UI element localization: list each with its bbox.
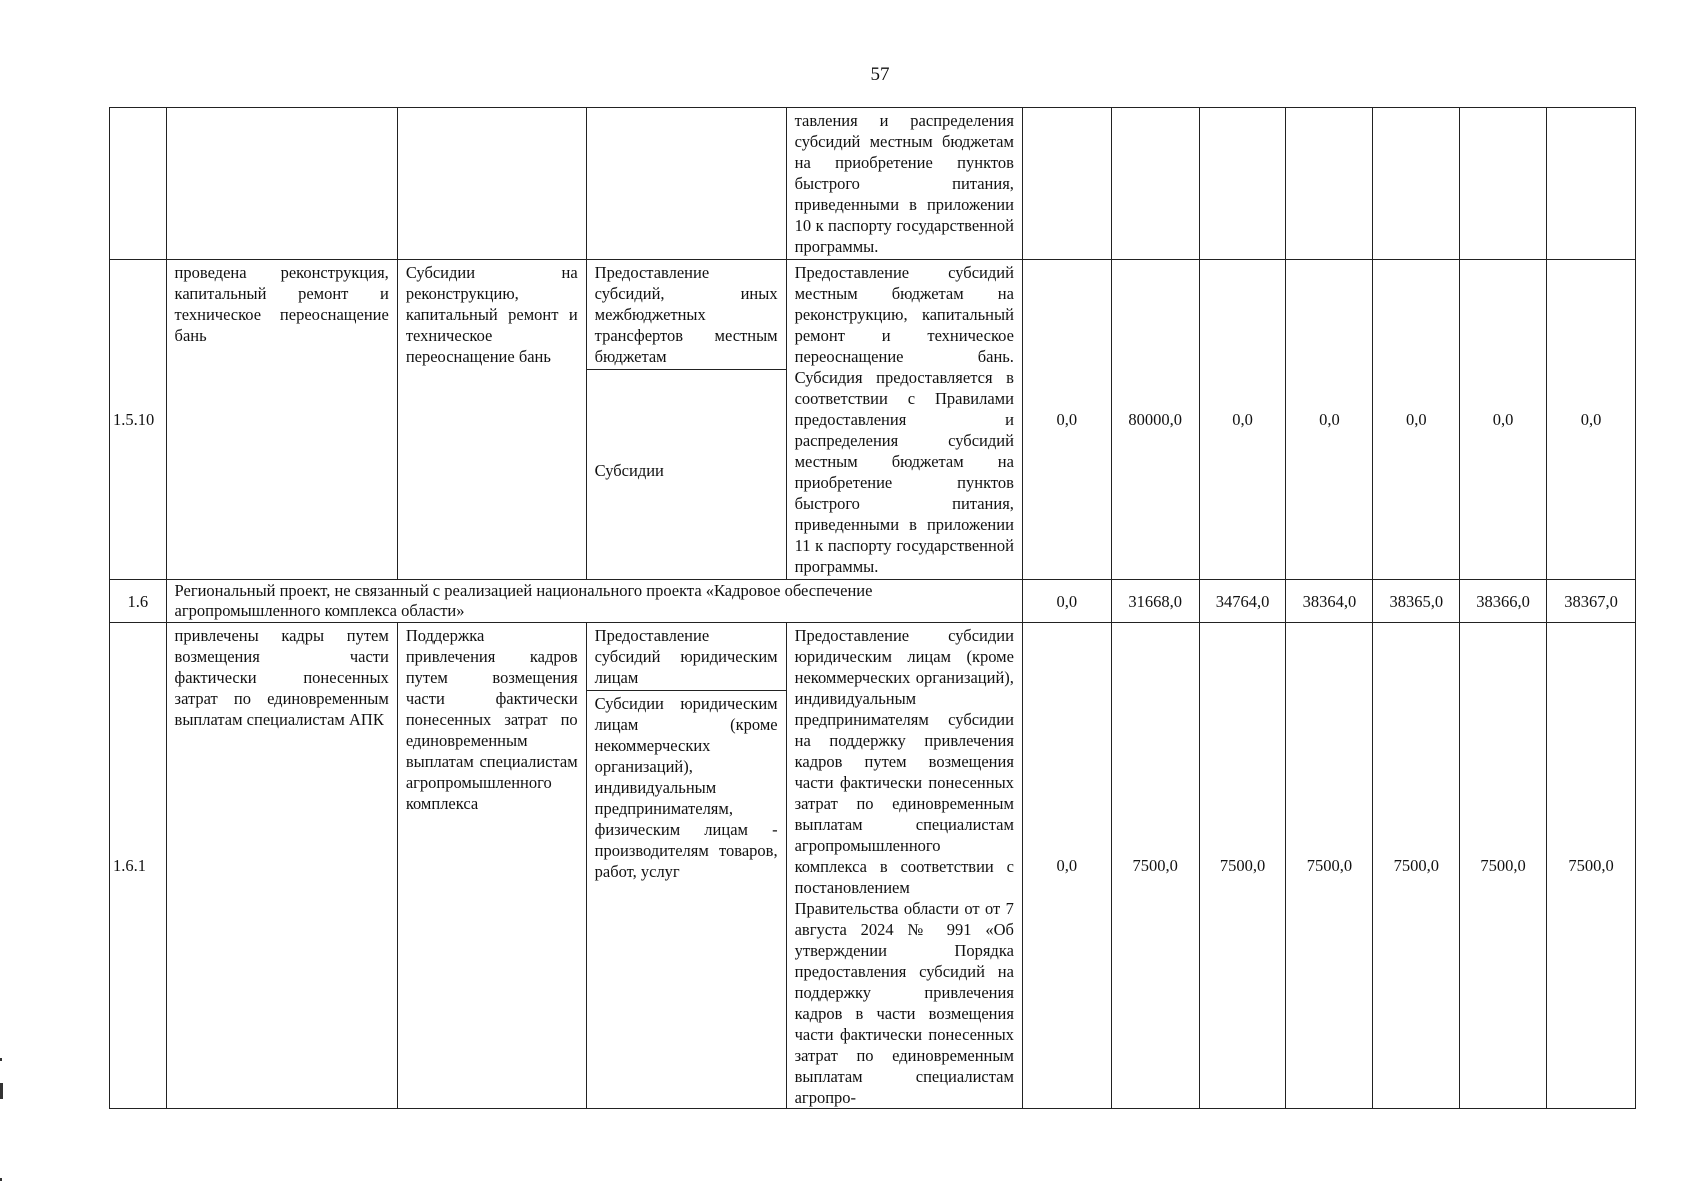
cell-project-title: Региональный проект, не связанный с реализацией национального проекта «Кадровое обеспечение агропромышленного комплекса области»	[166, 580, 1022, 623]
table-row-1-6	[110, 580, 1636, 623]
cell-value: 7500,0	[1199, 623, 1286, 1109]
cell-value	[1286, 108, 1373, 260]
cell-measure: Поддержка привлечения кадров путем возмещения части фактически понесенных затрат по единовременным выплатам специалистам агропромышленного комплекса	[397, 623, 586, 1109]
cell-value: 0,0	[1460, 260, 1547, 580]
cell-description: Предоставление субсидий местным бюджетам на реконструкцию, капитальный ремонт и техническое переоснащение бань. Субсидия предоставляется в соответствии с Правилами предоставления и распределения субсидий местным бюджетам на приобретение пунктов быстрого питания, приведенными в приложении 11 к паспорту государственной программы.	[786, 260, 1022, 580]
cell-value: 38367,0	[1547, 580, 1636, 623]
cell-value: 0,0	[1199, 260, 1286, 580]
cell-value: 7500,0	[1547, 623, 1636, 1109]
cell-value: 0,0	[1373, 260, 1460, 580]
cell-result: привлечены кадры путем возмещения части фактически понесенных затрат по единовременным выплатам специалистам АПК	[166, 623, 397, 1109]
cell-type	[586, 108, 786, 260]
table-row-1-5-10	[110, 260, 1636, 580]
type-top: Предоставление субсидий, иных межбюджетных трансфертов местным бюджетам	[587, 260, 786, 370]
cell-value: 7500,0	[1373, 623, 1460, 1109]
cell-value	[1373, 108, 1460, 260]
cell-description: тавления и распределения субсидий местным бюджетам на приобретение пунктов быстрого питания, приведенными в приложении 10 к паспорту государственной программы.	[786, 108, 1022, 260]
cell-value: 31668,0	[1111, 580, 1199, 623]
cell-description: Предоставление субсидии юридическим лицам (кроме некоммерческих организаций), индивидуальным предпринимателям субсидии на поддержку привлечения кадров путем возмещения части фактически понесенных затрат по единовременным выплатам специалистам агропромышленного комплекса в соответствии с постановлением Правительства области от от 7 августа 2024 № 991 «Об утверждении Порядка предоставления субсидий на поддержку привлечения кадров в части возмещения части фактически понесенных затрат по единовременным выплатам специалистам агропро-	[786, 623, 1022, 1109]
program-measures-table	[109, 107, 1636, 1109]
table-row-1-6-1	[110, 623, 1636, 1109]
cell-value	[1022, 108, 1111, 260]
cell-value: 34764,0	[1199, 580, 1286, 623]
cell-measure: Субсидии на реконструкцию, капитальный ремонт и техническое переоснащение бань	[397, 260, 586, 580]
cell-value	[1111, 108, 1199, 260]
table-row-continuation	[110, 108, 1636, 260]
cell-value: 0,0	[1547, 260, 1636, 580]
cell-value	[1199, 108, 1286, 260]
scan-margin-mark	[0, 1178, 2, 1181]
cell-code	[110, 108, 167, 260]
cell-result	[166, 108, 397, 260]
cell-measure	[397, 108, 586, 260]
cell-value	[1547, 108, 1636, 260]
cell-code: 1.6	[110, 580, 167, 623]
cell-value: 38366,0	[1460, 580, 1547, 623]
cell-value	[1460, 108, 1547, 260]
scan-margin-mark	[0, 1058, 2, 1061]
cell-value: 0,0	[1286, 260, 1373, 580]
cell-type	[586, 260, 786, 580]
cell-value: 7500,0	[1460, 623, 1547, 1109]
cell-value: 0,0	[1022, 260, 1111, 580]
cell-value: 38365,0	[1373, 580, 1460, 623]
cell-value: 0,0	[1022, 580, 1111, 623]
cell-value: 0,0	[1022, 623, 1111, 1109]
cell-value: 7500,0	[1111, 623, 1199, 1109]
type-bottom: Субсидии	[594, 461, 664, 480]
cell-value: 7500,0	[1286, 623, 1373, 1109]
cell-value: 80000,0	[1111, 260, 1199, 580]
type-bottom: Субсидии юридическим лицам (кроме некоммерческих организаций), индивидуальным предпринимателям, физическим лицам - производителям товаров, работ, услуг	[594, 694, 778, 881]
type-top: Предоставление субсидий юридическим лицам	[587, 623, 786, 691]
page-number: 57	[870, 64, 890, 85]
cell-value: 38364,0	[1286, 580, 1373, 623]
cell-code: 1.6.1	[110, 623, 167, 1109]
cell-type	[586, 623, 786, 1109]
scan-margin-mark	[0, 1083, 3, 1099]
cell-code: 1.5.10	[110, 260, 167, 580]
cell-result: проведена реконструкция, капитальный ремонт и техническое переоснащение бань	[166, 260, 397, 580]
